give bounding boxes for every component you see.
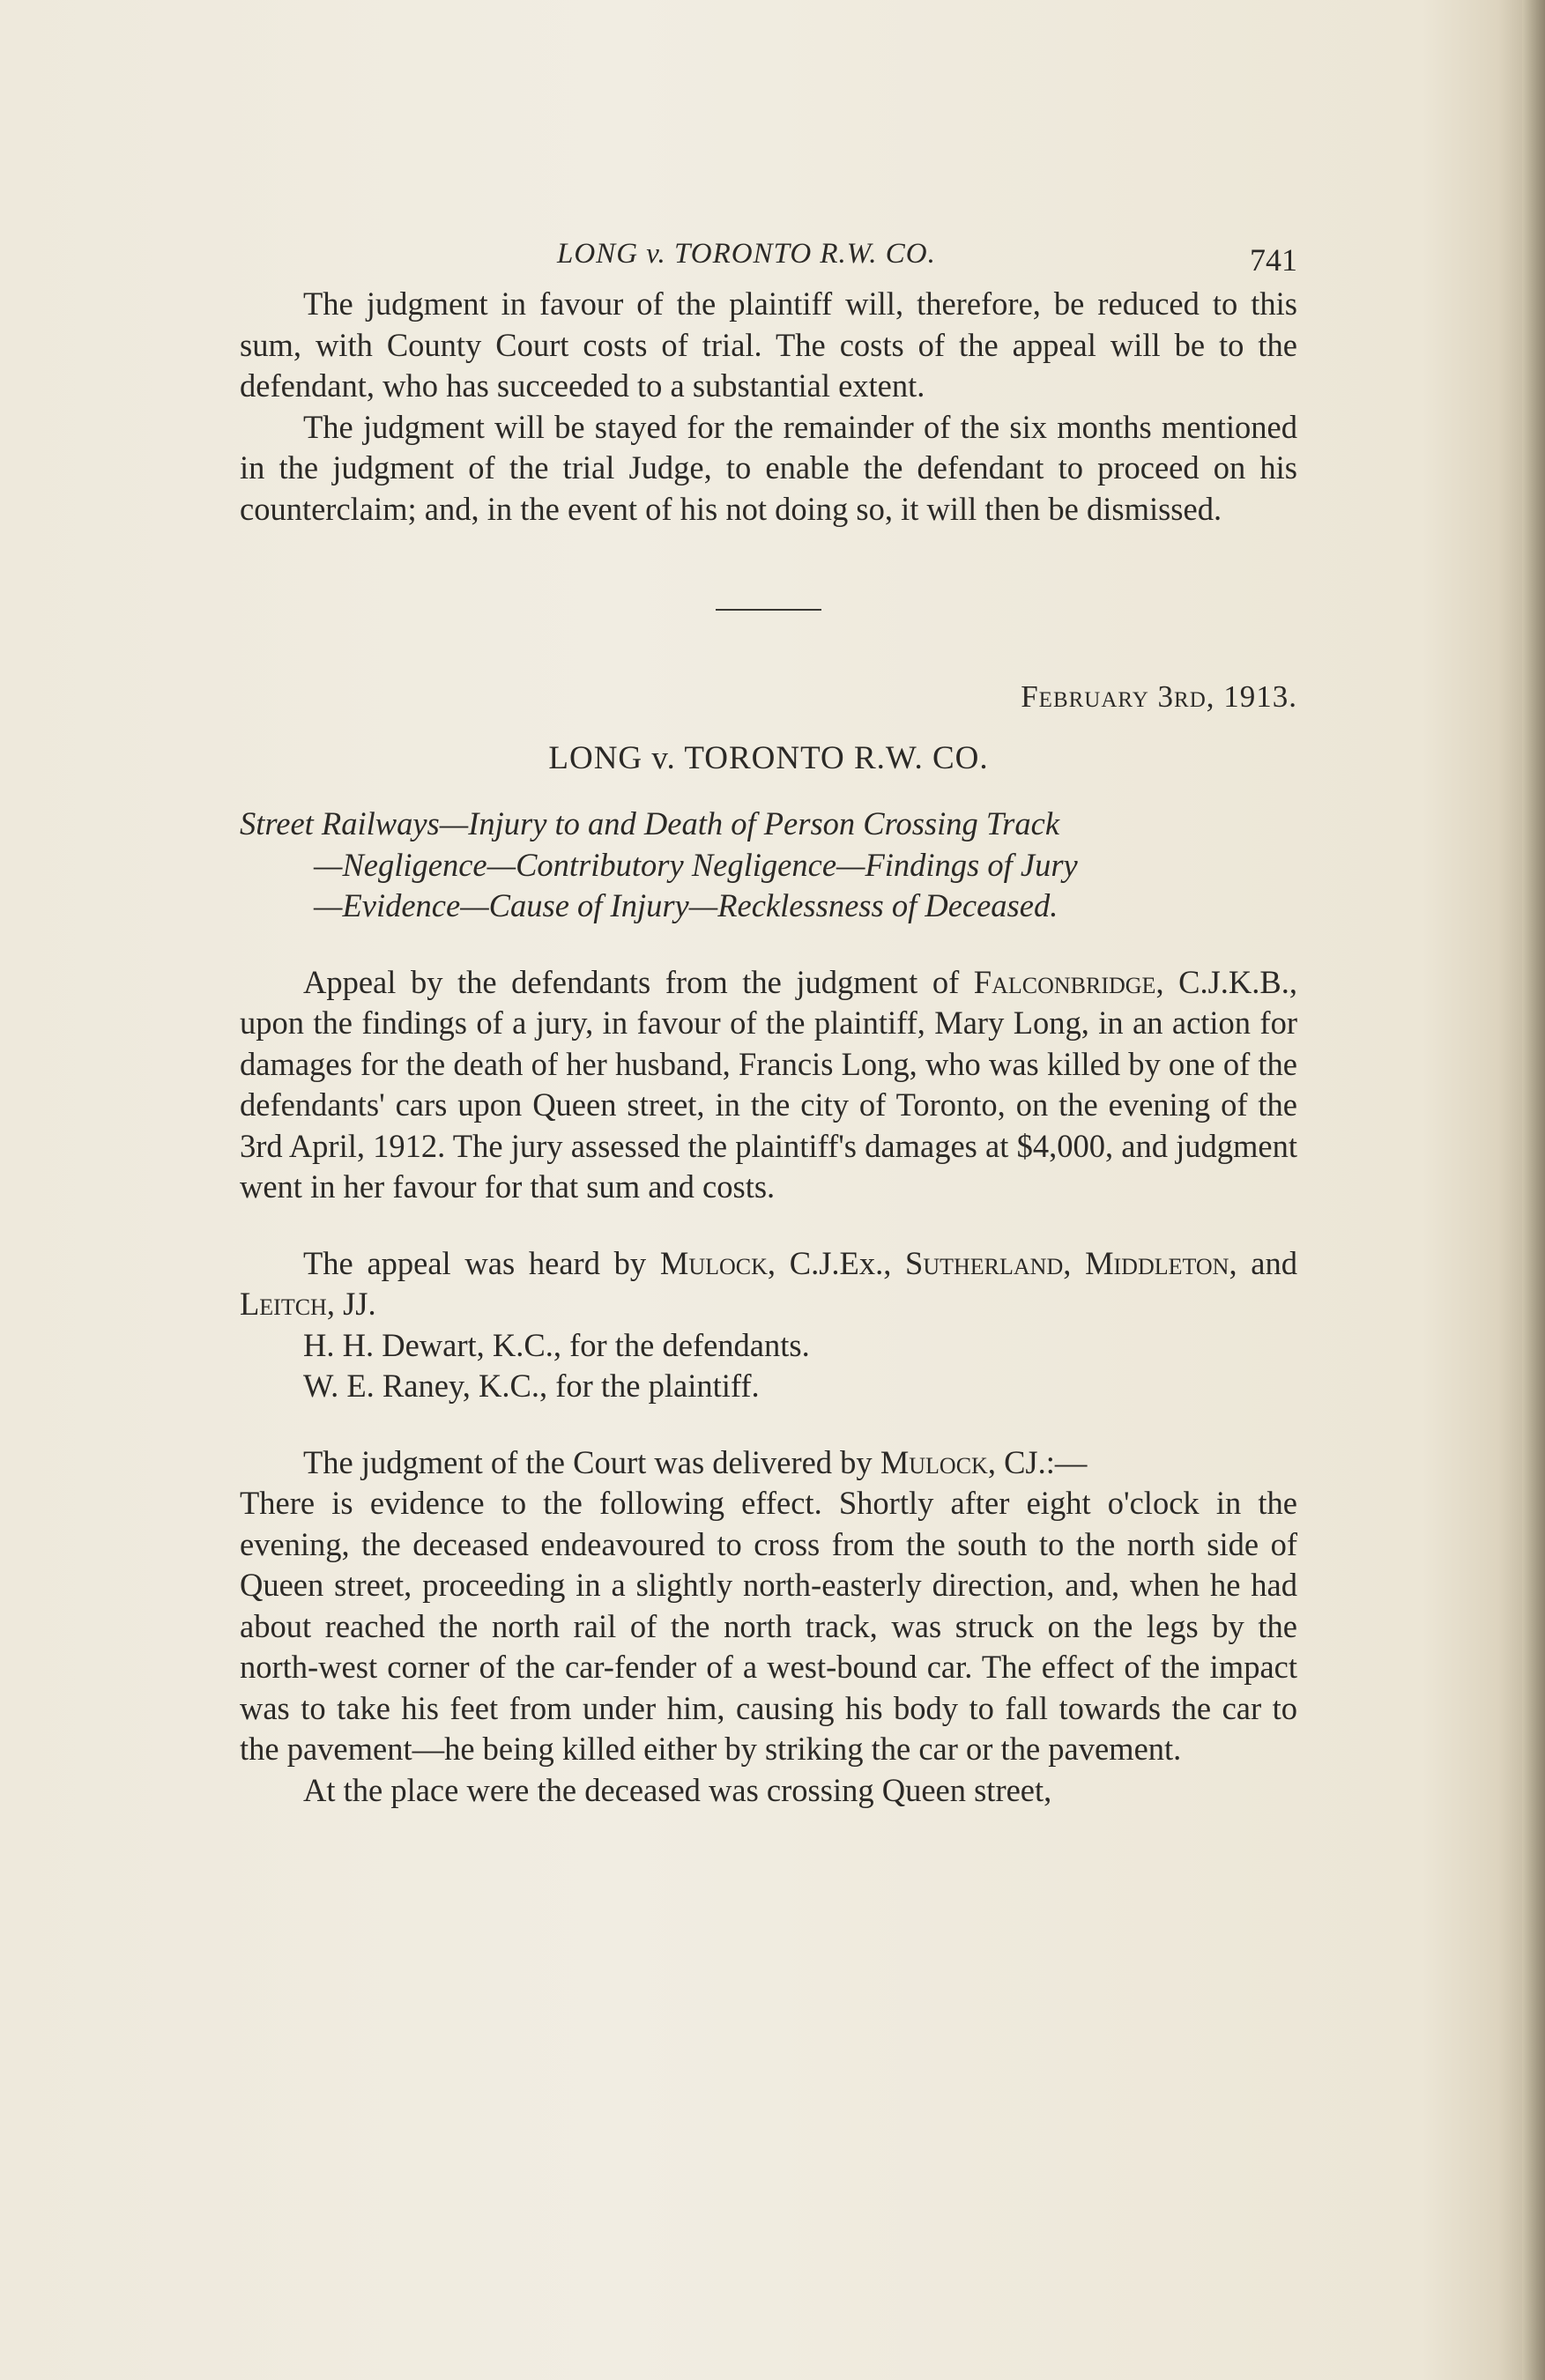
case-title: LONG v. TORONTO R.W. CO. [548, 740, 989, 776]
page-content [240, 231, 1297, 1811]
judge-name: Falconbridge [973, 963, 1156, 1000]
paragraph-place: At the place were the deceased was crossing Queen street, [303, 1771, 1052, 1808]
heard-text: , and [1229, 1244, 1298, 1281]
headnote-line: —Evidence—Cause of Injury—Recklessness of Deceased. [314, 887, 1058, 923]
appeal-text: Appeal by the defendants from the judgment of [303, 963, 974, 1000]
heard-text: , JJ. [326, 1286, 376, 1322]
judgment-text: , CJ.:— [987, 1443, 1088, 1480]
heard-text: , [1063, 1244, 1086, 1281]
page-number: 741 [1250, 242, 1297, 278]
headnote [240, 804, 1297, 927]
judge-name: Mulock [880, 1443, 988, 1480]
page-binding-edge [1522, 0, 1545, 2380]
appeal-text: , C.J.K.B., upon the findings of a jury, in favour of the plaintiff, Mary Long, in an action for damages for the death of her husband, Francis Long, who was killed by one of the defendants' cars upon Queen street, in the city of Toronto, on the evening of the 3rd April, 1912. The jury assessed the plaintiff's damages at $4,000, and judgment went in her favour for that sum and costs. [240, 963, 1297, 1205]
section-divider [716, 609, 821, 611]
judge-name: Sutherland [905, 1244, 1064, 1281]
decision-date: February 3rd, 1913. [1021, 679, 1297, 714]
judgment-intro [240, 1442, 1297, 1484]
paragraph-heard [240, 1243, 1297, 1325]
judge-name: Middleton [1085, 1244, 1229, 1281]
counsel-plaintiff: W. E. Raney, K.C., for the plaintiff. [303, 1368, 760, 1404]
headnote-line: Street Railways—Injury to and Death of Person Crossing Track [240, 805, 1060, 842]
judgment-text: The judgment of the Court was delivered by [303, 1443, 880, 1480]
heard-text: , C.J.Ex., [767, 1244, 906, 1281]
headnote-line: —Negligence—Contributory Negligence—Findings of Jury [314, 846, 1078, 883]
running-title: LONG v. TORONTO R.W. CO. [557, 238, 936, 270]
heard-text: The appeal was heard by [303, 1244, 660, 1281]
paragraph-appeal [240, 962, 1297, 1208]
paragraph-costs: The judgment in favour of the plaintiff will, therefore, be reduced to this sum, with County Court costs of trial. The costs of the appeal will be to the defendant, who has succeeded to a substantial extent. [240, 285, 1297, 404]
paragraph-evidence: There is evidence to the following effect. Shortly after eight o'clock in the evening, the deceased endeavoured to cross from the south to the north side of Queen street, proceeding in a slightly north-easterly direction, and, when he had about reached the north rail of the north track, was struck on the legs by the north-west corner of the car-fender of a west-bound car. The effect of the impact was to take his feet from under him, causing his body to fall towards the car to the pavement—he being killed either by striking the car or the pavement. [240, 1485, 1297, 1767]
counsel-defendants: H. H. Dewart, K.C., for the defendants. [303, 1326, 810, 1363]
running-head [240, 231, 1297, 284]
judge-name: Leitch [240, 1286, 327, 1322]
judge-name: Mulock [659, 1244, 768, 1281]
paragraph-stay: The judgment will be stayed for the remainder of the six months mentioned in the judgment of the trial Judge, to enable the defendant to proceed on his counterclaim; and, in the event of his not doing so, it will then be dismissed. [240, 408, 1297, 527]
